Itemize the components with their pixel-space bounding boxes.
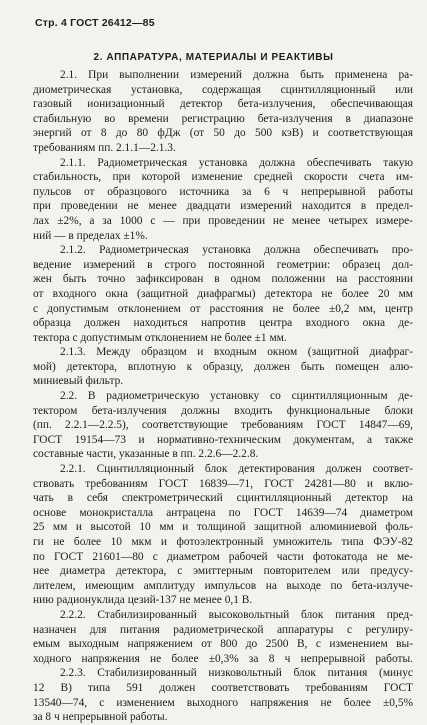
text-line: энергий от 8 до 80 фДж (от 50 до 500 кэВ) и соответствующая [33, 127, 413, 140]
text-line: 2.1. При выполнении измерений должна быть применена ра- [60, 69, 413, 81]
text-line: при проведении не менее двадцати измерений находится в предел- [33, 200, 413, 213]
text-line: требованиям пп. 2.1.1—2.1.3. [33, 141, 176, 154]
text-line: газовый ионизационный детектор бета-излучения, обеспечивающая [33, 98, 413, 111]
text-line: ГОСТ 19154—73 и нормативно-техническим документам, а также [33, 433, 413, 446]
text-line: мой) детектора, вплотную к образцу, должен быть помещен алю- [33, 360, 413, 373]
document-body [33, 68, 413, 725]
text-line: от входного окна (защитной диафрагмы) детектора не более 20 мм [33, 287, 413, 300]
text-line: лителем, имеющим амплитуду импульсов на выходе по бета-излуче- [33, 579, 413, 592]
text-line: 2.2.3. Стабилизированный низковольтный блок питания (минус [60, 667, 413, 680]
text-line: тектора с допустимым отклонением не более ±1 мм. [33, 331, 287, 344]
text-line: нию радионуклида цезий-137 не менее 0,1 В. [33, 594, 253, 607]
text-line: лах ±2%, а за 1000 с — при проведении не менее четырех измере- [33, 214, 413, 227]
text-line: назначен для питания радиометрической аппаратуры с регулиру- [33, 623, 413, 636]
text-line: 2.2. В радиометрическую установку со сцинтилляционным де- [60, 390, 413, 403]
text-line: 2.1.1. Радиометрическая установка должна обеспечивать такую [60, 156, 413, 169]
text-line: диометрическая установка, содержащая сцинтилляционный или [33, 83, 413, 96]
section-title: 2. АППАРАТУРА, МАТЕРИАЛЫ И РЕАКТИВЫ [93, 52, 334, 63]
text-line: ходного напряжения не более ±0,3% за 8 ч непрерывной работы. [33, 652, 413, 665]
text-line: миниевый фильтр. [33, 375, 124, 388]
text-line: ствовать требованиям ГОСТ 16839—71, ГОСТ 24281—80 и вклю- [33, 477, 413, 490]
text-line: тектором бета-излучения должны входить функциональные блоки [33, 404, 413, 417]
text-line: 12 В) типа 591 должен соответствовать требованиям ГОСТ [33, 681, 413, 694]
text-line: нее диаметра детектора, с эмиттерным повторителем или предусу- [33, 565, 413, 578]
text-line: емым выходным напряжением от 800 до 2500 В, с изменением вы- [33, 638, 413, 651]
text-line: 2.1.2. Радиометрическая установка должна обеспечивать про- [60, 244, 413, 257]
text-line: 13540—74, с изменением выходного напряжения не более ±0,5% [33, 696, 413, 709]
text-line: ний — в пределах ±1%. [33, 229, 148, 242]
text-line: 2.2.1. Сцинтилляционный блок детектирования должен соответ- [60, 463, 413, 476]
page-header: Стр. 4 ГОСТ 26412—85 [35, 17, 155, 29]
text-line: по ГОСТ 21601—80 с диаметром рабочей части фотокатода не ме- [33, 550, 413, 563]
text-line: образца должен находиться напротив центра входного окна де- [33, 317, 413, 330]
text-line: с допустимым отклонением от расстояния не более ±0,2 мм, центр [33, 302, 413, 315]
text-line: 25 мм и высотой 10 мм и толщиной защитной алюминиевой фоль- [33, 521, 413, 534]
text-line: 2.2.2. Стабилизированный высоковольтный блок питания пред- [60, 608, 413, 621]
text-line: ведение измерений в строго постоянной геометрии: образец дол- [33, 258, 413, 271]
text-line: 2.1.3. Между образцом и входным окном (защитной диафраг- [60, 346, 413, 359]
text-line: жен быть точно зафиксирован в одном положении на расстоянии [33, 273, 413, 286]
text-line: за 8 ч непрерывной работы. [33, 711, 168, 724]
text-line: основе монокристалла антрацена по ГОСТ 14639—74 диаметром [33, 506, 413, 519]
text-line: стабильность, при которой изменение средней скорости счета им- [33, 171, 413, 184]
text-line: пульсов от образцового источника за 6 ч непрерывной работы [33, 185, 413, 198]
text-line: (пп. 2.2.1—2.2.5), соответствующие требованиям ГОСТ 14847—69, [33, 419, 413, 432]
text-line: стабильную во времени регистрацию бета-излучения в диапазоне [33, 112, 413, 125]
text-line: чать в себя спектрометрический сцинтилляционный детектор на [33, 492, 413, 505]
text-line: ги не более 10 мкм и фотоэлектронный умножитель типа ФЭУ-82 [33, 536, 413, 548]
text-line: составные части, указанные в пп. 2.2.6—2.2.8. [33, 448, 259, 461]
